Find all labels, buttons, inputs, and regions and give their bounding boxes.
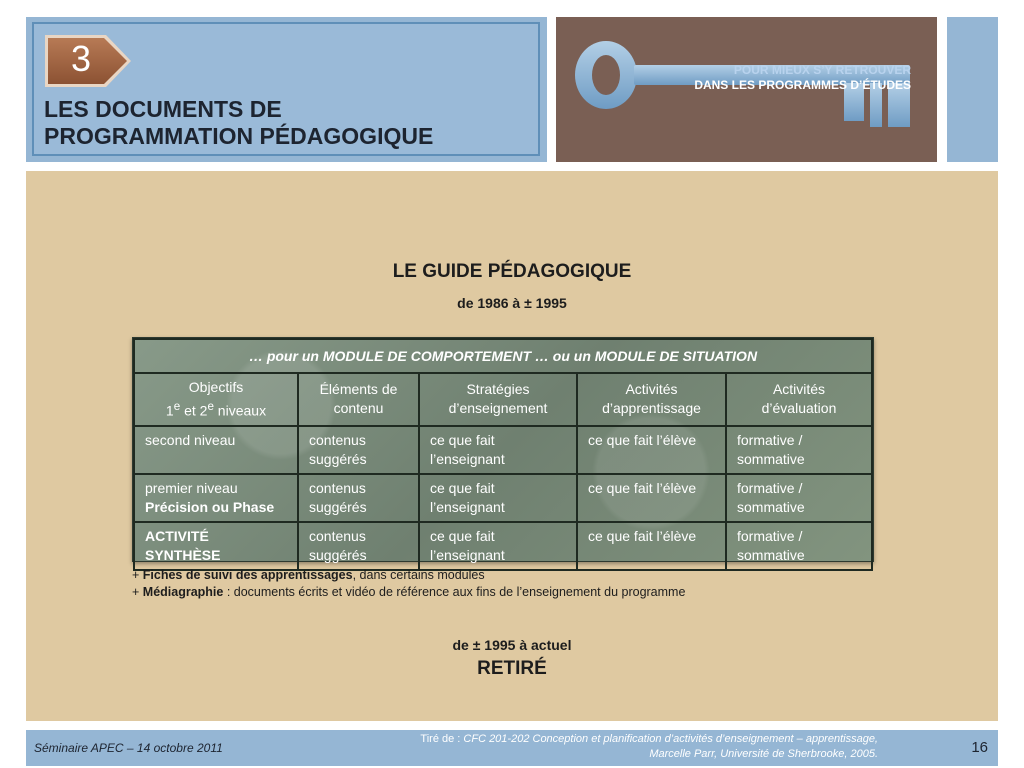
table-cell: ce que fait l’enseignant bbox=[419, 522, 577, 570]
list-item: + Médiagraphie : documents écrits et vidéo de référence aux fins de l’enseignement du programme bbox=[132, 585, 686, 599]
column-header: Activités d’évaluation bbox=[726, 373, 872, 426]
guide-table bbox=[132, 337, 874, 562]
status-label: RETIRÉ bbox=[477, 658, 547, 679]
extras-list bbox=[132, 567, 685, 601]
table-cell: premier niveau Précision ou Phase bbox=[134, 474, 298, 522]
column-header: Activités d’apprentissage bbox=[577, 373, 726, 426]
footer bbox=[26, 730, 998, 766]
content-area bbox=[26, 171, 998, 721]
column-header: Éléments de contenu bbox=[298, 373, 419, 426]
table-cell: formative / sommative bbox=[726, 426, 872, 474]
table-cell: contenus suggérés bbox=[298, 426, 419, 474]
column-header: Stratégies d’enseignement bbox=[419, 373, 577, 426]
key-panel bbox=[556, 17, 937, 162]
table-cell: ce que fait l’élève bbox=[577, 522, 726, 570]
page-number: 16 bbox=[971, 739, 988, 756]
page-title bbox=[44, 96, 524, 150]
key-caption-line2: DANS LES PROGRAMMES D’ÉTUDES bbox=[694, 78, 911, 92]
guide-date-range: de 1986 à ± 1995 bbox=[457, 295, 567, 311]
page-title-line2: PROGRAMMATION PÉDAGOGIQUE bbox=[44, 123, 434, 149]
column-header-row bbox=[134, 373, 872, 426]
key-caption-line1: POUR MIEUX S’Y RETROUVER bbox=[733, 63, 911, 77]
table-cell: ce que fait l’élève bbox=[577, 474, 726, 522]
table-cell: ACTIVITÉ SYNTHÈSE bbox=[134, 522, 298, 570]
table-header: … pour un MODULE DE COMPORTEMENT … ou un MODULE DE SITUATION bbox=[134, 339, 872, 373]
footer-source: Tiré de : CFC 201-202 Conception et planification d’activités d’enseignement – apprentissage, Marcelle Parr, Université de Sherbrooke, 2005. bbox=[420, 733, 878, 760]
table-cell: ce que fait l’enseignant bbox=[419, 474, 577, 522]
section-badge bbox=[42, 32, 134, 90]
table-cell: ce que fait l’enseignant bbox=[419, 426, 577, 474]
section-number: 3 bbox=[70, 38, 92, 79]
header-strip bbox=[947, 17, 998, 162]
table-cell: formative / sommative bbox=[726, 522, 872, 570]
table-row bbox=[134, 522, 872, 570]
table-cell: contenus suggérés bbox=[298, 474, 419, 522]
current-date-range: de ± 1995 à actuel bbox=[452, 637, 572, 653]
table-cell: formative / sommative bbox=[726, 474, 872, 522]
page-title-line1: LES DOCUMENTS DE bbox=[44, 96, 282, 122]
column-header: Objectifs 1e et 2e niveaux bbox=[134, 373, 298, 426]
list-item: + Fiches de suivi des apprentissages, dans certains modules bbox=[132, 568, 485, 582]
table-cell: second niveau bbox=[134, 426, 298, 474]
table-cell: contenus suggérés bbox=[298, 522, 419, 570]
table-cell: ce que fait l’élève bbox=[577, 426, 726, 474]
table-row bbox=[134, 426, 872, 474]
guide-title: LE GUIDE PÉDAGOGIQUE bbox=[392, 261, 632, 282]
table-header-row bbox=[134, 339, 872, 373]
footer-event: Séminaire APEC – 14 octobre 2011 bbox=[34, 741, 223, 755]
table-row bbox=[134, 474, 872, 522]
